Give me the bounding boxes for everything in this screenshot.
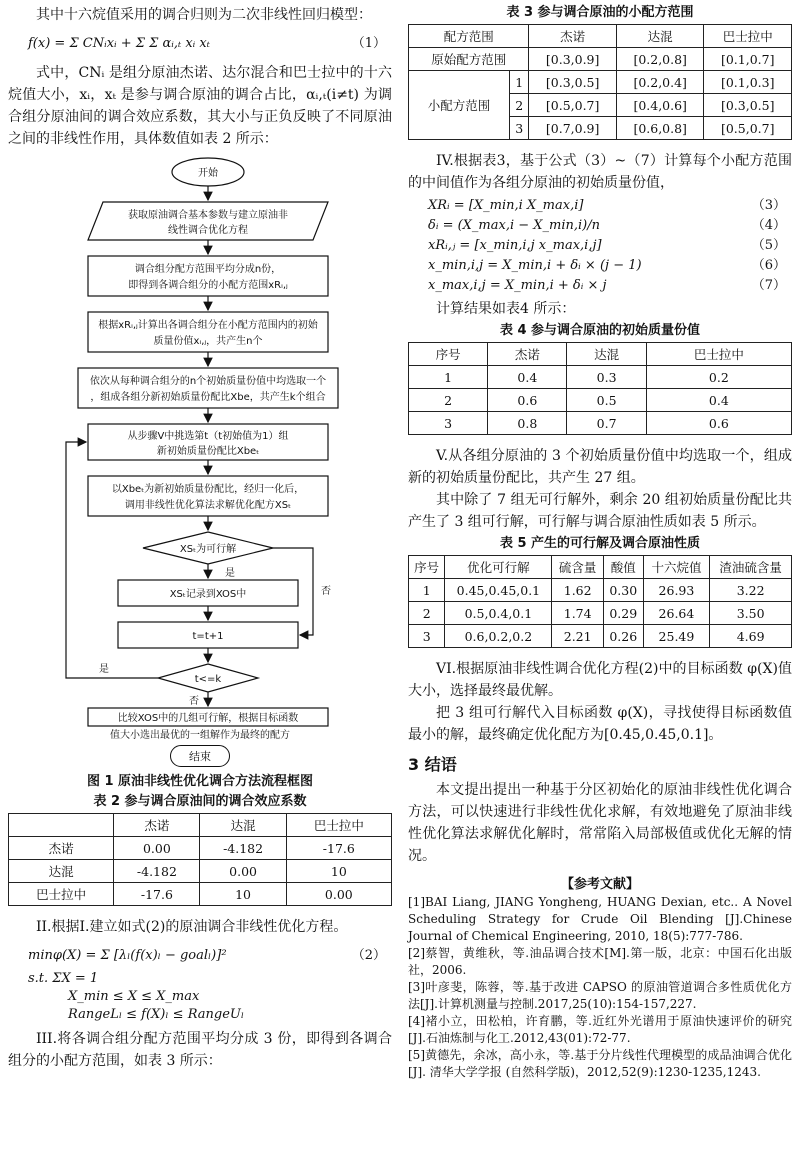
table-3-cell: [0.1,0.7] [704,48,792,71]
flow-comb-line1: 依次从每种调合组分的n个初始质量份值中均选取一个 [89,376,327,387]
table-2-cell: -4.182 [200,837,286,860]
table-2-header-cell: 杰诺 [114,814,200,837]
equation-7 [408,276,792,296]
table-5-cell: 3.22 [710,579,792,602]
equation-4 [408,216,792,236]
table-5-cell: 0.6,0.2,0.2 [445,625,552,648]
table-4-header-cell: 巴士拉中 [646,343,791,366]
table-2-cell: 0.00 [114,837,200,860]
table-5-cell: 0.26 [603,625,643,648]
constraint-range: RangeLₗ ≤ f(X)ₗ ≤ RangeUₗ [68,1007,245,1022]
table-4-cell: 2 [409,389,488,412]
flow-end-label: 结束 [170,745,230,767]
constraints [8,970,392,1024]
paragraph-regression-model: 其中十六烷值采用的调合归则为二次非线性回归模型： [36,7,372,23]
flow-yes-label-1: 是 [225,568,235,579]
paragraph-step-4: IV.根据表3，基于公式（3）~（7）计算每个小配方范围的中间值作为各组分原油的初始质量份值， [408,153,792,191]
table-4-cell: 0.5 [567,389,646,412]
left-column [8,0,392,1072]
table-5 [408,555,792,648]
table-5-cell: 0.5,0.4,0.1 [445,602,552,625]
equation-3 [408,196,792,216]
table-5-cell: 1.74 [552,602,603,625]
paragraph-table4-intro: 计算结果如表4 所示： [436,301,576,317]
flow-compare-line2: 值大小选出最优的一组解作为最终的配方 [110,730,290,741]
figure-1-caption: 图 1 原油非线性优化调合方法流程框图 [86,774,314,789]
table-4-cell: 0.8 [488,412,567,435]
table-3-caption: 表 3 参与调合原油的小配方范围 [506,5,694,20]
equation-body: x_min,i,j = X_min,i + δᵢ × (j − 1) [428,258,642,273]
table-4-header-cell: 序号 [409,343,488,366]
table-5-row [409,579,792,602]
table-3-cell: [0.5,0.7] [529,94,617,117]
table-3-header-cell: 达混 [616,25,704,48]
table-2-caption: 表 2 参与调合原油间的调合效应系数 [93,794,307,809]
table-2-cell: 0.00 [200,860,286,883]
references-heading: 【参考文献】 [560,877,639,892]
table-5-header-cell: 酸值 [603,556,643,579]
flow-select-line1: 从步骤V中挑选第t（t初始值为1）组 [127,431,289,442]
flow-initial-line1: 根据xRᵢ,ⱼ计算出各调合组分在小配方范围内的初始 [98,320,318,331]
table-2-header-cell [9,814,114,837]
table-2-cell: 10 [200,883,286,906]
table-3-cell: 3 [510,117,529,140]
table-4-cell: 0.6 [488,389,567,412]
table-3-cell: 小配方范围 [409,71,510,140]
equations-3-7 [408,196,792,296]
table-3-cell: [0.2,0.8] [616,48,704,71]
table-3-header-cell: 配方范围 [409,25,529,48]
table-3-cell: 1 [510,71,529,94]
table-5-cell: 4.69 [710,625,792,648]
table-3 [408,24,792,140]
table-3-cell: [0.3,0.9] [529,48,617,71]
paragraph-feasible: 其中除了 7 组无可行解外，剩余 20 组初始质量份配比共产生了 3 组可行解，可行解与调合原油性质如表 5 所示。 [408,492,792,530]
table-3-cell: [0.5,0.7] [704,117,792,140]
table-5-cell: 2.21 [552,625,603,648]
equation-number: （7） [751,278,786,293]
flow-initial-line2: 质量份值xᵢ,ⱼ，共产生n个 [153,336,263,347]
table-5-cell: 26.93 [643,579,710,602]
table-5-row [409,625,792,648]
table-5-header-cell: 十六烷值 [643,556,710,579]
flow-record-label: XSₜ记录到XOS中 [169,589,247,600]
table-4-cell: 1 [409,366,488,389]
equation-1-number: （1） [351,36,386,51]
reference-item: [1]BAI Liang, JIANG Yongheng, HUANG Dexian, etc.. A Novel Scheduling Strategy for Crude Oil Blending [J].Chinese Journal of Chemical Engineering, 2010, 18(5):777-786. [408,895,792,943]
table-2-row [9,837,392,860]
flow-solve-line1: 以Xbeₜ为新初始质量份配比，经归一化后， [111,484,305,495]
table-5-caption: 表 5 产生的可行解及调合原油性质 [499,536,701,551]
table-3-header-cell: 杰诺 [529,25,617,48]
constraint-bounds: X_min ≤ X ≤ X_max [68,989,200,1004]
table-2-cell: -4.182 [114,860,200,883]
table-4-cell: 0.3 [567,366,646,389]
equation-2-number: （2） [351,948,386,963]
table-4-header-cell: 杰诺 [488,343,567,366]
flow-input-line2: 线性调合优化方程 [168,225,248,236]
flow-no-label-1: 否 [321,586,331,597]
table-4-header-cell: 达混 [567,343,646,366]
equation-number: （4） [751,218,786,233]
equation-body: x_max,i,j = X_min,i + δᵢ × j [428,278,607,293]
table-5-header-cell: 序号 [409,556,445,579]
table-2-header-cell: 巴士拉中 [286,814,391,837]
flow-decision-feasible-label: XSₜ为可行解 [179,544,237,555]
table-3-cell: 原始配方范围 [409,48,529,71]
table-2-cell: 10 [286,860,391,883]
equation-5 [408,236,792,256]
equation-body: XRᵢ = [X_min,i X_max,i] [428,198,584,213]
flow-input-line1: 获取原油调合基本参数与建立原油非 [128,210,288,221]
table-3-cell: [0.4,0.6] [616,94,704,117]
table-3-cell: [0.7,0.9] [529,117,617,140]
table-3-cell: [0.6,0.8] [616,117,704,140]
table-5-cell: 2 [409,602,445,625]
paragraph-step-5: V.从各组分原油的 3 个初始质量份值中均选取一个，组成新的初始质量份配比，共产生 27 组。 [408,448,792,486]
equation-2-body: minφ(X) = Σ [λₗ(f(x)ₗ − goalₗ)]² [28,948,227,963]
reference-item: [2]蔡智，黄维秋，等.油品调合技术[M].第一版，北京：中国石化出版社，2006. [408,946,792,977]
table-5-cell: 0.29 [603,602,643,625]
table-5-cell: 0.45,0.45,0.1 [445,579,552,602]
paragraph-step-3: III.将各调合组分配方范围平均分成 3 份，即得到各调合组分的小配方范围，如表 3 所示： [8,1031,392,1069]
table-4-caption: 表 4 参与调合原油的初始质量份值 [499,323,701,338]
table-3-cell: [0.1,0.3] [704,71,792,94]
table-5-header-cell: 硫含量 [552,556,603,579]
flow-yes-label-2: 是 [99,664,109,675]
flow-split-line1: 调合组分配方范围平均分成n份， [134,264,282,275]
table-5-cell: 3.50 [710,602,792,625]
paragraph-step-2: II.根据I.建立如式(2)的原油调合非线性优化方程。 [36,919,348,935]
reference-item: [5]黄德先，余冰，高小永，等.基于分片线性代理模型的成品油调合优化 [J]. 清华大学学报 (自然科学版)，2012,52(9):1230-1235,1243. [408,1048,792,1079]
table-5-cell: 1 [409,579,445,602]
flow-end-node [8,745,392,767]
equation-body: δᵢ = (X_max,i − X_min,i)/n [428,218,601,233]
table-5-header-cell: 渣油硫含量 [710,556,792,579]
references-list [408,894,792,1081]
flow-start-label: 开始 [198,168,218,179]
equation-number: （6） [751,258,786,273]
table-3-cell: [0.2,0.4] [616,71,704,94]
table-4-cell: 0.6 [646,412,791,435]
table-4-cell: 0.4 [646,389,791,412]
table-2-cell: 0.00 [286,883,391,906]
equation-number: （3） [751,198,786,213]
table-3-cell: [0.3,0.5] [529,71,617,94]
paragraph-final: 把 3 组可行解代入目标函数 φ(X)，寻找使得目标函数值最小的解，最终确定优化配方为[0.45,0.45,0.1]。 [408,705,792,743]
paragraph-equation-explanation: 式中，CNᵢ 是组分原油杰诺、达尔混合和巴士拉中的十六烷值大小，xᵢ，xₜ 是参与调合原油的调合占比，αᵢ,ₜ(i≠t) 为调合组分原油间的调合效应系数，其大小与正负反映了不同原油之间的非线性作用，具体数值如表 2 所示： [8,65,392,147]
equation-6 [408,256,792,276]
equation-2 [8,946,392,966]
equation-body: xRᵢ,ⱼ = [x_min,i,j x_max,i,j] [428,238,602,253]
flow-compare-line1: 比较XOS中的几组可行解，根据目标函数 [117,713,299,724]
table-2-cell: -17.6 [286,837,391,860]
table-2-cell: -17.6 [114,883,200,906]
right-column [408,0,792,1081]
equation-number: （5） [751,238,786,253]
flow-no-label-2: 否 [189,696,199,707]
table-2-header-cell: 达混 [200,814,286,837]
equation-1 [8,34,392,54]
table-2-cell: 巴士拉中 [9,883,114,906]
flow-increment-label: t=t+1 [192,631,224,642]
table-2 [8,813,392,906]
table-4-row [409,389,792,412]
flow-split-line2: 即得到各调合组分的小配方范围xRᵢ,ⱼ [128,280,288,291]
table-4-cell: 0.7 [567,412,646,435]
flow-solve-line2: 调用非线性优化算法求解优化配方XSₜ [124,500,292,511]
equation-1-body: f(x) = Σ CNᵢxᵢ + Σ Σ αᵢ,ₜ xᵢ xₜ [28,36,210,51]
table-2-row [9,860,392,883]
paragraph-step-6: VI.根据原油非线性调合优化方程(2)中的目标函数 φ(X)值大小，选择最终最优解。 [408,661,792,699]
table-3-row [409,48,792,71]
flow-decision-loop-label: t<=k [194,674,222,685]
table-4-cell: 0.2 [646,366,791,389]
table-2-cell: 杰诺 [9,837,114,860]
table-5-cell: 26.64 [643,602,710,625]
paragraph-conclusion: 本文提出提出一种基于分区初始化的原油非线性优化调合方法，可以快速进行非线性优化求解，有效地避免了原油非线性优化算法求解优化解时，常常陷入局部极值或优化无解的情况。 [408,782,792,864]
table-3-header-cell: 巴士拉中 [704,25,792,48]
table-2-row [9,883,392,906]
table-3-cell: 2 [510,94,529,117]
section-conclusion-heading: 3 结语 [408,755,457,774]
flow-comb-line2: ，组成各组分新初始质量份配比Xbe，共产生k个组合 [90,392,326,403]
reference-item: [4]褚小立，田松柏，许育鹏，等.近红外光谱用于原油快速评价的研究[J].石油炼制与化工.2012,43(01):72-77. [408,1014,792,1045]
flow-select-line2: 新初始质量份配比Xbeₜ [156,446,260,457]
table-5-cell: 0.30 [603,579,643,602]
flowchart [8,154,392,728]
table-5-row [409,602,792,625]
table-4-cell: 0.4 [488,366,567,389]
reference-item: [3]叶彦斐，陈蓉，等.基于改进 CAPSO 的原油管道调合多性质优化方法[J].计算机测量与控制.2017,25(10):154-157,227. [408,980,792,1011]
table-3-row [409,71,792,94]
table-5-header-cell: 优化可行解 [445,556,552,579]
table-3-cell: [0.3,0.5] [704,94,792,117]
constraint-sum: s.t. ΣX = 1 [28,971,99,986]
table-2-cell: 达混 [9,860,114,883]
table-4-row [409,412,792,435]
table-5-cell: 25.49 [643,625,710,648]
table-4-row [409,366,792,389]
table-4 [408,342,792,435]
table-5-cell: 3 [409,625,445,648]
table-5-cell: 1.62 [552,579,603,602]
table-4-cell: 3 [409,412,488,435]
